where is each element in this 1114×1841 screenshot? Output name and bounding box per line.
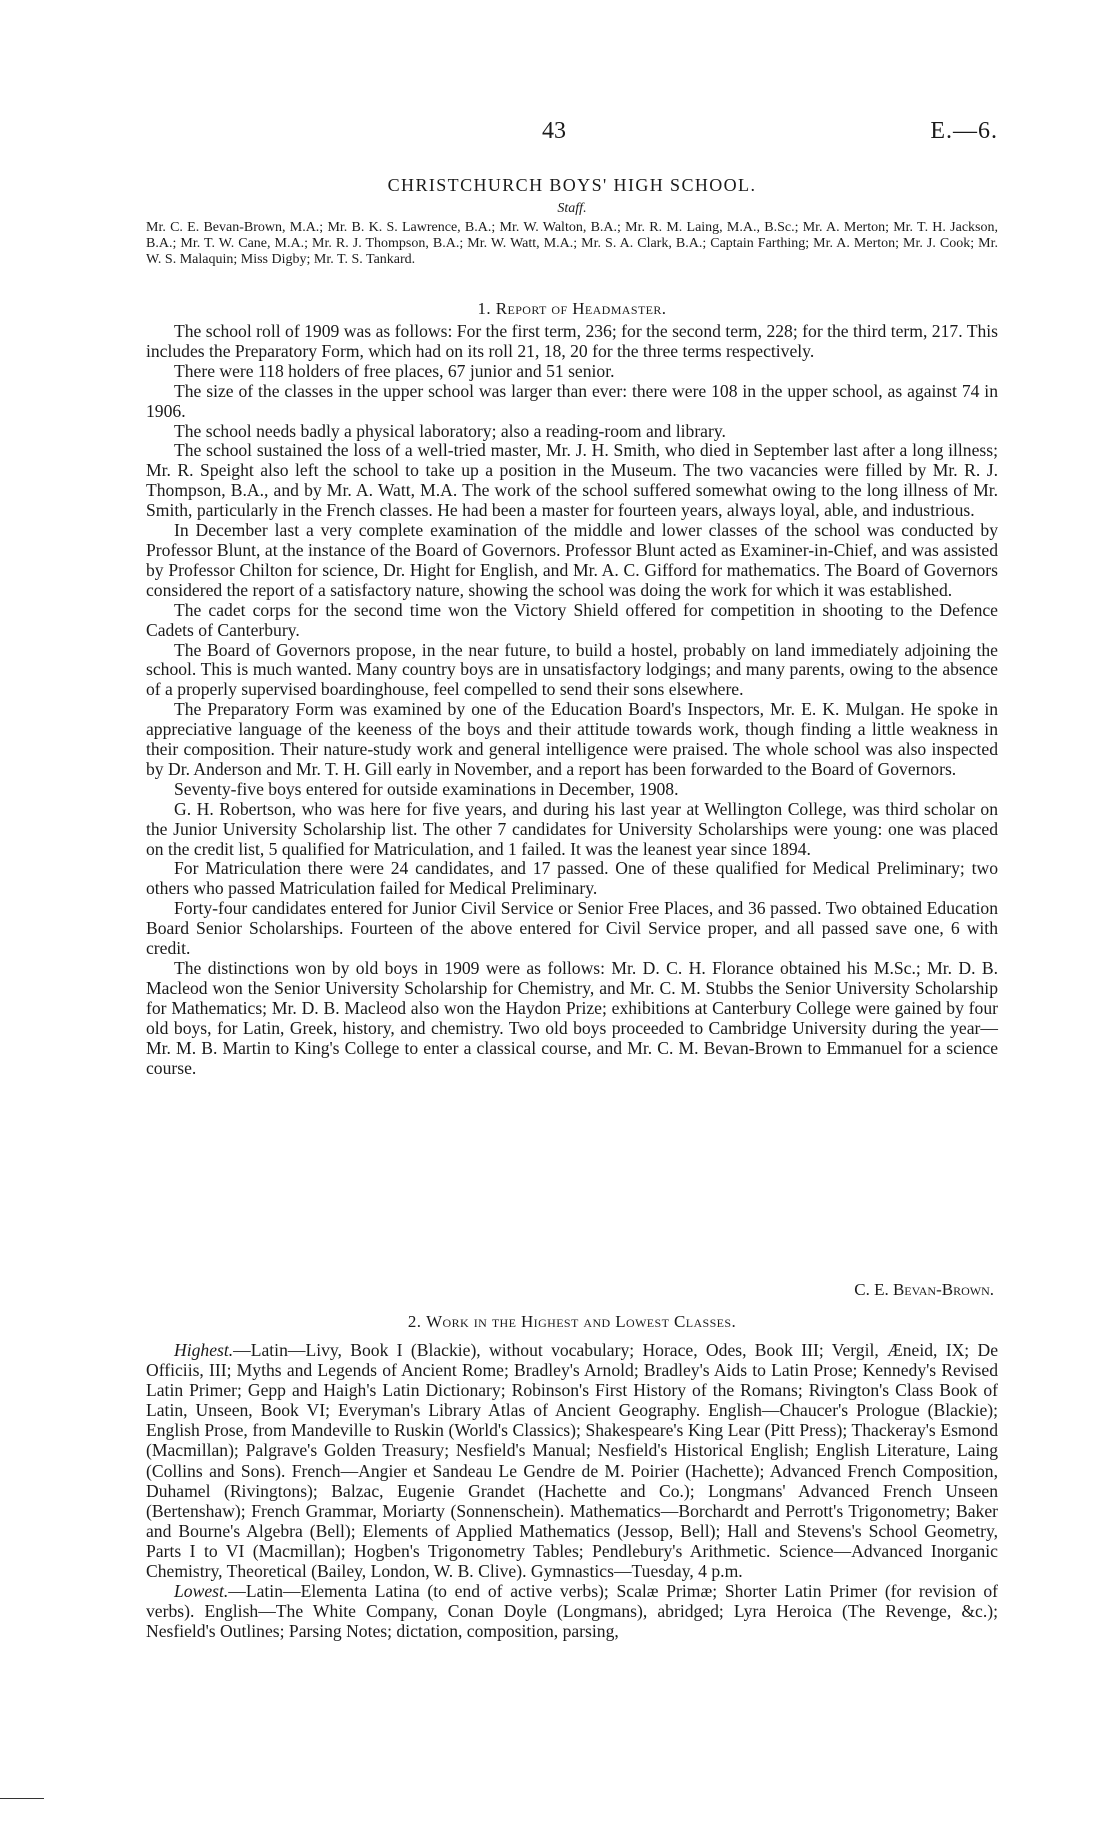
staff-list: Mr. C. E. Bevan-Brown, M.A.; Mr. B. K. S. Lawrence, B.A.; Mr. W. Walton, B.A.; Mr. R. M. Laing, M.A., B.Sc.; Mr. A. Merton; Mr. T. H. Jackson, B.A.; Mr. T. W. Cane, M.A.; Mr. R. J. Thompson, B.A.; Mr. W. Watt, M.A.; Mr. S. A. Clark, B.A.; Captain Farthing; Mr. A. Merton; Mr. J. Cook; Mr. W. S. Malaquin; Miss Digby; Mr. T. S. Tankard.: [146, 220, 998, 267]
paragraph: The school roll of 1909 was as follows: For the first term, 236; for the second term, 228; for the third term, 217. This includes the Preparatory Form, which had on its roll 21, 18, 20 for the three terms respectively.: [146, 321, 998, 361]
paragraph: Seventy-five boys entered for outside examinations in December, 1908.: [174, 778, 679, 799]
lowest-lead: Lowest.: [174, 1581, 229, 1602]
signature: [854, 1280, 994, 1300]
headmaster-report: [146, 322, 998, 1078]
lowest-text: —Latin—Elementa Latina (to end of active verbs); Scalæ Primæ; Shorter Latin Primer (for revision of verbs). English—The White Company, Conan Doyle (Longmans), abridged; Lyra Heroica (The Revenge, &c.); Nesfield's Outlines; Parsing Notes; dictation, composition, parsing,: [146, 1581, 998, 1642]
section-number: 1.: [477, 299, 492, 318]
paragraph: The cadet corps for the second time won the Victory Shield offered for competition in shooting to the Defence Cadets of Canterbury.: [146, 599, 998, 640]
paragraph-lowest: [146, 1581, 998, 1641]
paragraph: There were 118 holders of free places, 67 junior and 51 senior.: [174, 360, 615, 381]
paragraph: The Board of Governors propose, in the near future, to build a hostel, probably on land immediately adjoining the school. This is much wanted. Many country boys are in unsatisfactory lodgings; and many parents, owing to the absence of a properly supervised boardinghouse, feel compelled to send their sons elsewhere.: [146, 639, 998, 700]
work-in-classes: [146, 1340, 998, 1641]
signature-name: C. E. Bevan-Brown.: [854, 1280, 994, 1299]
section-title: Work in the Highest and Lowest Classes.: [426, 1312, 737, 1331]
paragraph-highest: [146, 1340, 998, 1581]
section-heading-headmaster-report: [146, 299, 998, 319]
section-title: Report of Headmaster.: [495, 299, 667, 318]
section-number: 2.: [407, 1312, 422, 1331]
section-heading-work-classes: [146, 1312, 998, 1332]
paragraph: The Preparatory Form was examined by one of the Education Board's Inspectors, Mr. E. K. Mulgan. He spoke in appreciative language of the keeness of the boys and their attitude towards work, though finding a little weakness in their composition. Their nature-study work and general intelligence were praised. The whole school was also inspected by Dr. Anderson and Mr. T. H. Gill early in November, and a report has been forwarded to the Board of Governors.: [146, 699, 998, 779]
page-title: CHRISTCHURCH BOYS' HIGH SCHOOL.: [387, 175, 757, 195]
page-number: 43: [542, 118, 566, 144]
paragraph: The distinctions won by old boys in 1909 were as follows: Mr. D. C. H. Florance obtained his M.Sc.; Mr. D. B. Macleod won the Senior University Scholarship for Chemistry, and Mr. C. M. Stubbs the Senior University Scholarship for Mathematics; Mr. D. B. Macleod also won the Haydon Prize; exhibitions at Canterbury College were gained by four old boys, for Latin, Greek, history, and chemistry. Two old boys proceeded to Cambridge University during the year—Mr. M. B. Martin to King's College to enter a classical course, and Mr. C. M. Bevan-Brown to Emmanuel for a science course.: [146, 958, 998, 1078]
paragraph: G. H. Robertson, who was here for five years, and during his last year at Wellington College, was third scholar on the Junior University Scholarship list. The other 7 candidates for University Scholarships were young: one was placed on the credit list, 5 qualified for Matriculation, and 1 failed. It was the leanest year since 1894.: [146, 798, 998, 859]
paragraph: In December last a very complete examination of the middle and lower classes of the school was conducted by Professor Blunt, at the instance of the Board of Governors. Professor Blunt acted as Examiner-in-Chief, and was assisted by Professor Chilton for science, Dr. Hight for English, and Mr. A. C. Gifford for mathematics. The Board of Governors considered the report of a satisfactory nature, showing the school was doing the work for which it was established.: [146, 520, 998, 600]
highest-lead: Highest.: [174, 1340, 234, 1360]
paragraph: The school sustained the loss of a well-tried master, Mr. J. H. Smith, who died in September last after a long illness; Mr. R. Speight also left the school to take up a position in the Museum. The two vacancies were filled by Mr. R. J. Thompson, B.A., and by Mr. A. Watt, M.A. The work of the school suffered somewhat owing to the long illness of Mr. Smith, particularly in the French classes. He had been a master for fourteen years, always loyal, able, and industrious.: [146, 440, 998, 521]
paragraph: The school needs badly a physical laboratory; also a reading-room and library.: [174, 420, 726, 441]
document-reference: E.—6.: [930, 118, 998, 144]
paragraph: For Matriculation there were 24 candidates, and 17 passed. One of these qualified for Medical Preliminary; two others who passed Matriculation failed for Medical Preliminary.: [146, 858, 998, 899]
paragraph: Forty-four candidates entered for Junior Civil Service or Senior Free Places, and 36 passed. Two obtained Education Board Senior Scholarships. Fourteen of the above entered for Civil Service proper, and all passed save one, 6 with credit.: [146, 898, 998, 959]
staff-heading: Staff.: [557, 201, 587, 216]
paragraph: The size of the classes in the upper school was larger than ever: there were 108 in the upper school, as against 74 in 1906.: [146, 380, 998, 421]
footer-rule: [0, 1798, 44, 1799]
highest-text: —Latin—Livy, Book I (Blackie), without vocabulary; Horace, Odes, Book III; Vergil, Æneid, IX; De Officiis, III; Myths and Legends of Ancient Rome; Bradley's Arnold; Bradley's Aids to Latin Prose; Kennedy's Revised Latin Primer; Gepp and Haigh's Latin Dictionary; Robinson's First History of the Romans; Rivington's Class Book of Latin, Unseen, Book VI; Everyman's Library Atlas of Ancient Geography. English—Chaucer's Prologue (Blackie); English Prose, from Mandeville to Ruskin (World's Classics); Shakespeare's King Lear (Pitt Press); Thackeray's Esmond (Macmillan); Palgrave's Golden Treasury; Nesfield's Manual; Nesfield's Historical English; English Literature, Laing (Collins and Sons). French—Angier et Sandeau Le Gendre de M. Poirier (Hachette); Advanced French Composition, Duhamel (Rivingtons); Balzac, Eugenie Grandet (Hachette and Co.); Longmans' Advanced French Unseen (Bertenshaw); French Grammar, Moriarty (Sonnenschein). Mathematics—Borchardt and Perrott's Trigonometry; Baker and Bourne's Algebra (Bell); Elements of Applied Mathematics (Jessop, Bell); Hall and Stevens's School Geometry, Parts I to VI (Macmillan); Hogben's Trigonometry Tables; Pendlebury's Arithmetic. Science—Advanced Inorganic Chemistry, Theoretical (Bailey, London, W. B. Clive). Gymnastics—Tuesday, 4 p.m.: [146, 1340, 998, 1582]
